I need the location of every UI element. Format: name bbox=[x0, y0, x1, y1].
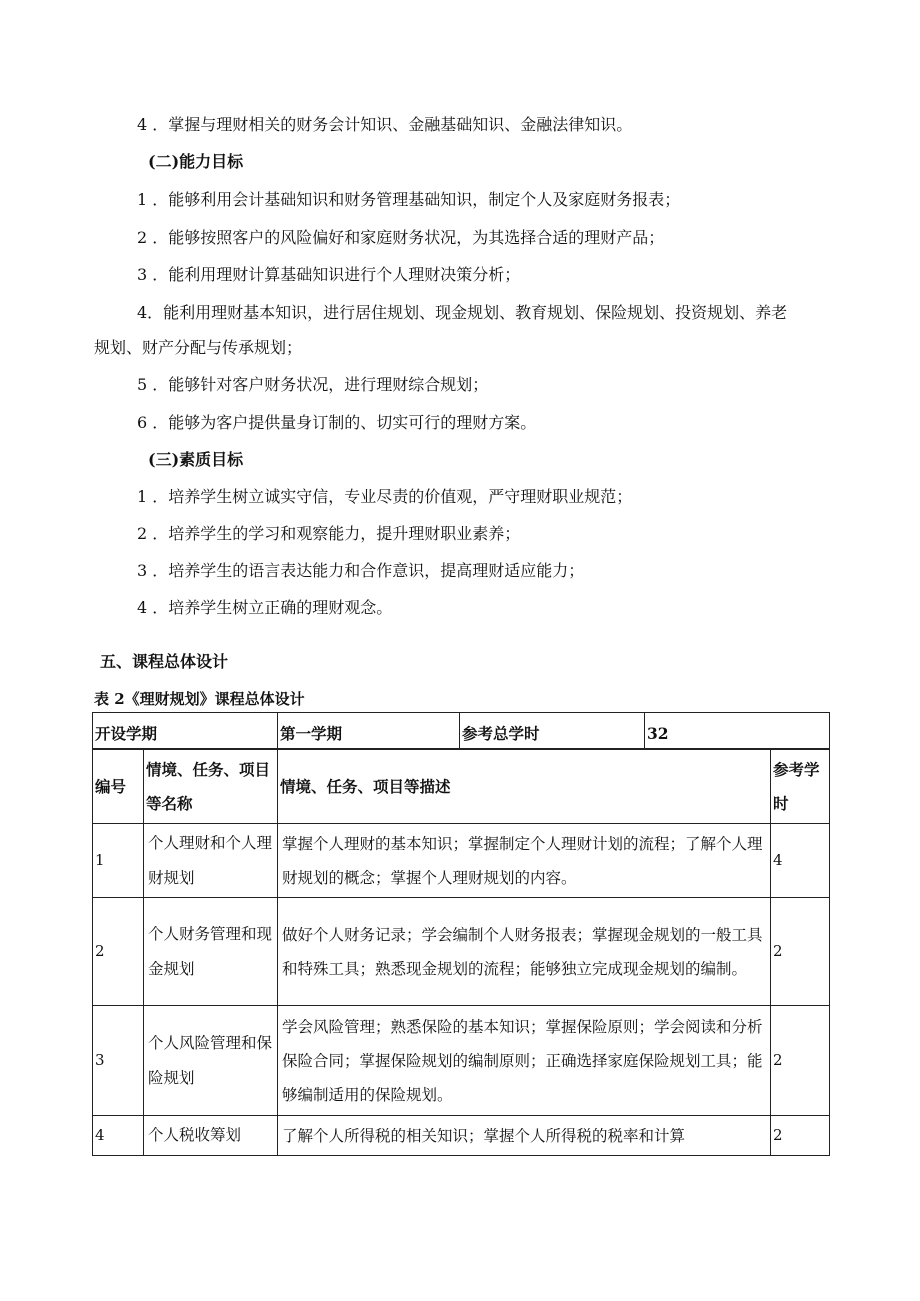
ability-goal-item: 5 ．能够针对客户财务状况，进行理财综合规划； bbox=[137, 375, 489, 394]
total-hours-label: 参考总学时 bbox=[460, 713, 645, 749]
table-header-row bbox=[93, 750, 830, 824]
quality-goal-item: 4 ．培养学生树立正确的理财观念。 bbox=[137, 598, 393, 617]
table-meta-row bbox=[93, 713, 830, 749]
course-design-table bbox=[92, 712, 830, 749]
row-hours: 2 bbox=[771, 1006, 830, 1116]
table-row bbox=[93, 1006, 830, 1116]
row-hours: 4 bbox=[771, 824, 830, 898]
header-hours: 参考学时 bbox=[771, 750, 830, 824]
row-desc: 掌握个人理财的基本知识；掌握制定个人理财计划的流程；了解个人理财规划的概念；掌握个人理财规划的内容。 bbox=[278, 824, 771, 898]
row-name: 个人理财和个人理财规划 bbox=[144, 824, 278, 898]
header-name: 情境、任务、项目等名称 bbox=[144, 750, 278, 824]
ability-goal-item-continued: 规划、财产分配与传承规划； bbox=[94, 338, 303, 357]
total-hours-value: 32 bbox=[645, 713, 830, 749]
quality-goal-item: 3 ．培养学生的语言表达能力和合作意识，提高理财适应能力； bbox=[137, 561, 585, 580]
knowledge-goal-item-4: 4 ．掌握与理财相关的财务会计知识、金融基础知识、金融法律知识。 bbox=[137, 115, 633, 134]
ability-goal-item: 1 ．能够利用会计基础知识和财务管理基础知识，制定个人及家庭财务报表； bbox=[137, 190, 681, 209]
ability-goal-item: 3 ．能利用理财计算基础知识进行个人理财决策分析； bbox=[137, 265, 521, 284]
row-name: 个人税收筹划 bbox=[144, 1116, 278, 1156]
row-name: 个人风险管理和保险规划 bbox=[144, 1006, 278, 1116]
header-num: 编号 bbox=[93, 750, 144, 824]
row-num: 3 bbox=[93, 1006, 144, 1116]
table-caption: 表 2《理财规划》课程总体设计 bbox=[94, 690, 305, 708]
row-desc: 做好个人财务记录；学会编制个人财务报表；掌握现金规划的一般工具和特殊工具；熟悉现金规划的流程；能够独立完成现金规划的编制。 bbox=[278, 898, 771, 1006]
header-desc: 情境、任务、项目等描述 bbox=[278, 750, 771, 824]
ability-goal-item: 2 ．能够按照客户的风险偏好和家庭财务状况，为其选择合适的理财产品； bbox=[137, 228, 665, 247]
semester-label: 开设学期 bbox=[93, 713, 278, 749]
row-hours: 2 bbox=[771, 1116, 830, 1156]
row-name: 个人财务管理和现金规划 bbox=[144, 898, 278, 1006]
ability-goal-item: 6 ．能够为客户提供量身订制的、切实可行的理财方案。 bbox=[137, 413, 537, 432]
row-num: 4 bbox=[93, 1116, 144, 1156]
quality-goal-item: 2 ．培养学生的学习和观察能力，提升理财职业素养； bbox=[137, 524, 521, 543]
section-heading: 五、课程总体设计 bbox=[100, 652, 229, 671]
ability-goals-heading: (二)能力目标 bbox=[148, 152, 244, 171]
table-row bbox=[93, 824, 830, 898]
row-num: 2 bbox=[93, 898, 144, 1006]
row-desc: 学会风险管理；熟悉保险的基本知识；掌握保险原则；学会阅读和分析保险合同；掌握保险规划的编制原则；正确选择家庭保险规划工具；能够编制适用的保险规划。 bbox=[278, 1006, 771, 1116]
row-desc: 了解个人所得税的相关知识；掌握个人所得税的税率和计算 bbox=[278, 1116, 771, 1156]
table-row bbox=[93, 898, 830, 1006]
quality-goal-item: 1 ．培养学生树立诚实守信，专业尽责的价值观，严守理财职业规范； bbox=[137, 487, 633, 506]
ability-goal-item: 4．能利用理财基本知识，进行居住规划、现金规划、教育规划、保险规划、投资规划、养老 bbox=[137, 303, 788, 322]
row-num: 1 bbox=[93, 824, 144, 898]
table-row bbox=[93, 1116, 830, 1156]
course-design-table-body bbox=[92, 749, 830, 1156]
quality-goals-heading: (三)素质目标 bbox=[148, 450, 244, 469]
semester-value: 第一学期 bbox=[278, 713, 460, 749]
row-hours: 2 bbox=[771, 898, 830, 1006]
